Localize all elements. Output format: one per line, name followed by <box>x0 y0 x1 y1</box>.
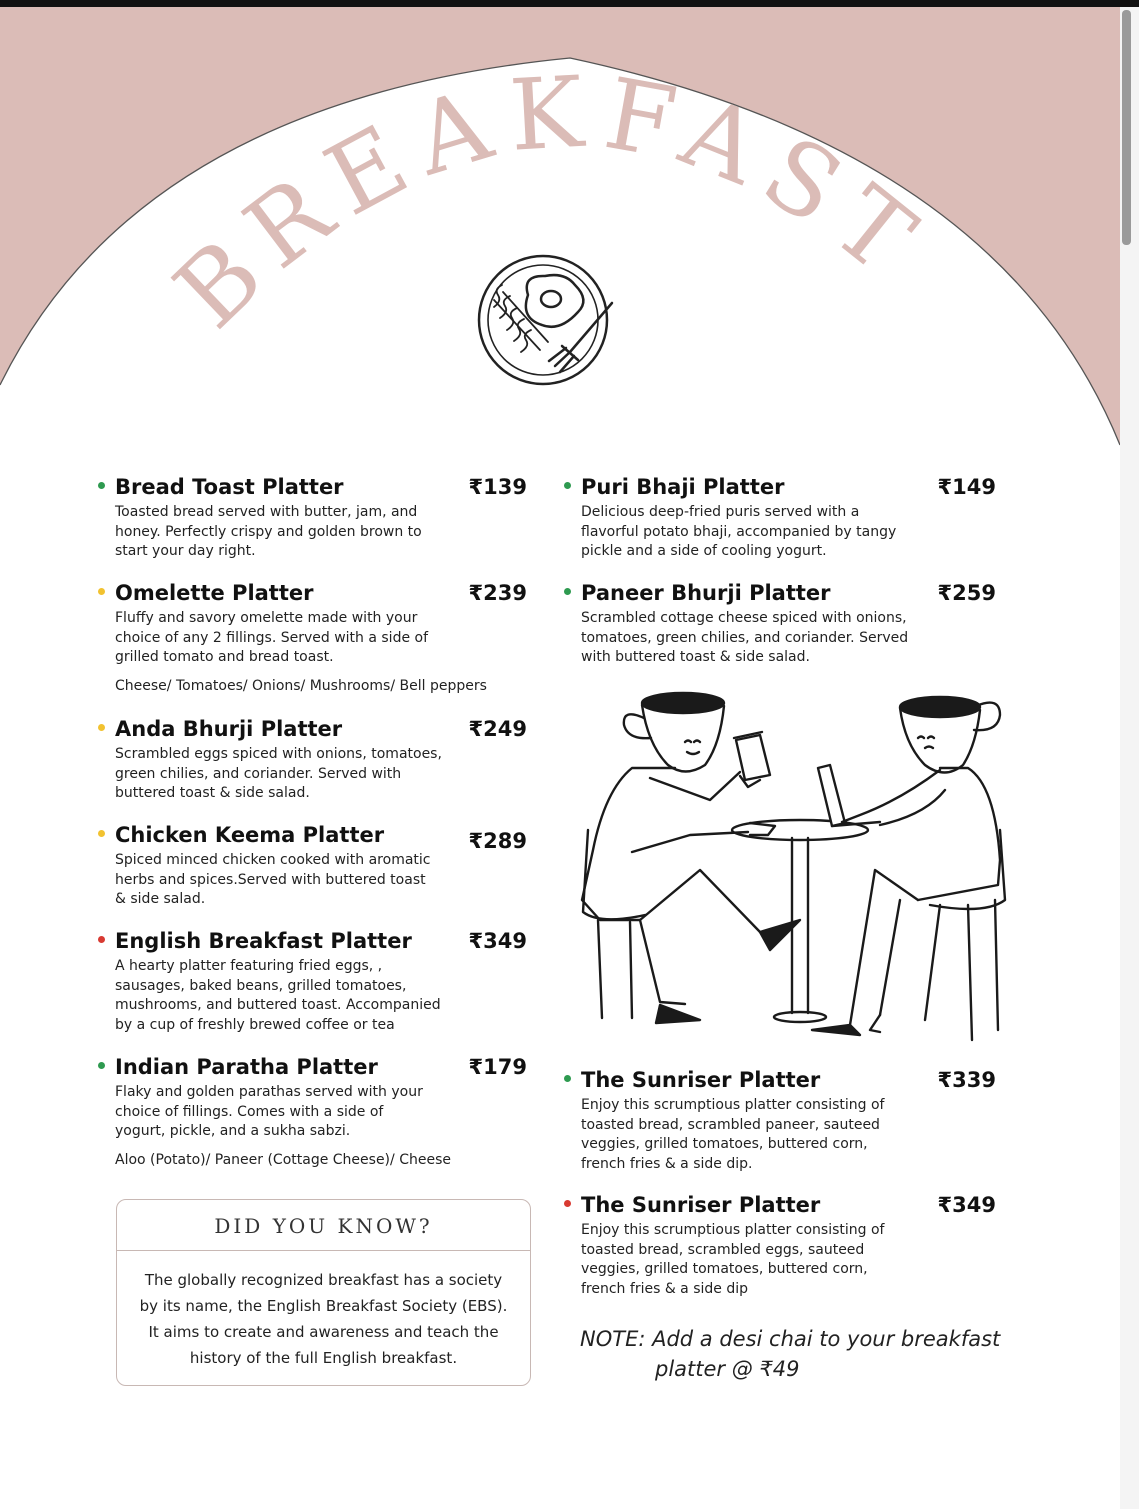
item-description: Enjoy this scrumptious platter consisting of toasted bread, scrambled eggs, sauteed veggies, grilled tomatoes, buttered corn, french fries & a side dip <box>581 1222 885 1297</box>
item-price: ₹259 <box>937 581 996 605</box>
item-name: Paneer Bhurji Platter <box>581 581 831 605</box>
item-description: Scrambled eggs spiced with onions, tomatoes, green chilies, and coriander. Served with buttered toast & side salad. <box>115 746 442 801</box>
item-name: The Sunriser Platter <box>581 1193 821 1217</box>
item-price: ₹289 <box>468 829 527 853</box>
item-name: Bread Toast Platter <box>115 475 344 499</box>
item-description: Enjoy this scrumptious platter consisting of toasted bread, scrambled paneer, sauteed veggies, grilled tomatoes, buttered corn, french fries & a side dip. <box>581 1097 885 1172</box>
note-line-1: NOTE: Add a desi chai to your breakfast <box>580 1327 1001 1351</box>
veg-indicator-icon <box>564 1075 571 1082</box>
item-description: Fluffy and savory omelette made with your choice of any 2 fillings. Served with a side of grilled tomato and bread toast. <box>115 610 429 665</box>
item-description: Spiced minced chicken cooked with aromatic herbs and spices.Served with buttered toast & side salad. <box>115 852 431 907</box>
item-name: Indian Paratha Platter <box>115 1055 378 1079</box>
veg-indicator-icon <box>98 482 105 489</box>
item-name: Puri Bhaji Platter <box>581 475 785 499</box>
menu-item <box>581 580 996 668</box>
egg-indicator-icon <box>98 724 105 731</box>
nonveg-indicator-icon <box>98 936 105 943</box>
item-name: English Breakfast Platter <box>115 929 412 953</box>
item-price: ₹149 <box>937 475 996 499</box>
menu-item <box>115 580 527 696</box>
item-options: Aloo (Potato)/ Paneer (Cottage Cheese)/ Cheese <box>115 1151 451 1168</box>
egg-indicator-icon <box>98 830 105 837</box>
item-price: ₹349 <box>937 1193 996 1217</box>
coffee-cup-people-icon <box>582 693 1005 1040</box>
menu-item <box>581 1067 996 1174</box>
menu-item <box>115 716 527 804</box>
did-you-know-text: The globally recognized breakfast has a society by its name, the English Breakfast Society (EBS). It aims to create and awareness and teach the history of the full English breakfast. <box>139 1271 508 1367</box>
item-name: Chicken Keema Platter <box>115 823 385 847</box>
page-title: BREAKFAST <box>153 54 947 351</box>
egg-indicator-icon <box>98 588 105 595</box>
menu-item <box>581 1192 996 1299</box>
menu-item <box>115 1054 527 1170</box>
menu-item <box>115 928 527 1035</box>
item-price: ₹239 <box>468 581 527 605</box>
item-price: ₹339 <box>937 1068 996 1092</box>
item-description: Toasted bread served with butter, jam, and honey. Perfectly crispy and golden brown to start your day right. <box>115 504 422 559</box>
menu-item <box>115 822 527 910</box>
top-edge <box>0 0 1139 7</box>
item-name: Omelette Platter <box>115 581 314 605</box>
item-description: Delicious deep-fried puris served with a flavorful potato bhaji, accompanied by tangy pickle and a side of cooling yogurt. <box>581 504 897 559</box>
item-price: ₹179 <box>468 1055 527 1079</box>
chai-note <box>580 1324 1030 1384</box>
item-description: Scrambled cottage cheese spiced with onions, tomatoes, green chilies, and coriander. Served with buttered toast & side salad. <box>581 610 909 665</box>
menu-item <box>115 474 527 562</box>
item-options: Cheese/ Tomatoes/ Onions/ Mushrooms/ Bell peppers <box>115 677 487 694</box>
item-description: Flaky and golden parathas served with your choice of fillings. Comes with a side of yogurt, pickle, and a sukha sabzi. <box>115 1084 423 1139</box>
nonveg-indicator-icon <box>564 1200 571 1207</box>
veg-indicator-icon <box>564 588 571 595</box>
veg-indicator-icon <box>98 1062 105 1069</box>
breakfast-plate-icon <box>479 256 612 384</box>
scrollbar-thumb[interactable] <box>1122 10 1131 245</box>
item-price: ₹349 <box>468 929 527 953</box>
veg-indicator-icon <box>564 482 571 489</box>
did-you-know-title: DID YOU KNOW? <box>117 1200 530 1251</box>
menu-item <box>581 474 996 562</box>
item-name: The Sunriser Platter <box>581 1068 821 1092</box>
did-you-know-box <box>116 1199 531 1386</box>
item-name: Anda Bhurji Platter <box>115 717 343 741</box>
note-line-2: platter @ ₹49 <box>655 1357 800 1381</box>
item-price: ₹249 <box>468 717 527 741</box>
item-price: ₹139 <box>468 475 527 499</box>
item-description: A hearty platter featuring fried eggs, , sausages, baked beans, grilled tomatoes, mushrooms, and buttered toast. Accompanied by a cup of freshly brewed coffee or tea <box>115 958 441 1033</box>
